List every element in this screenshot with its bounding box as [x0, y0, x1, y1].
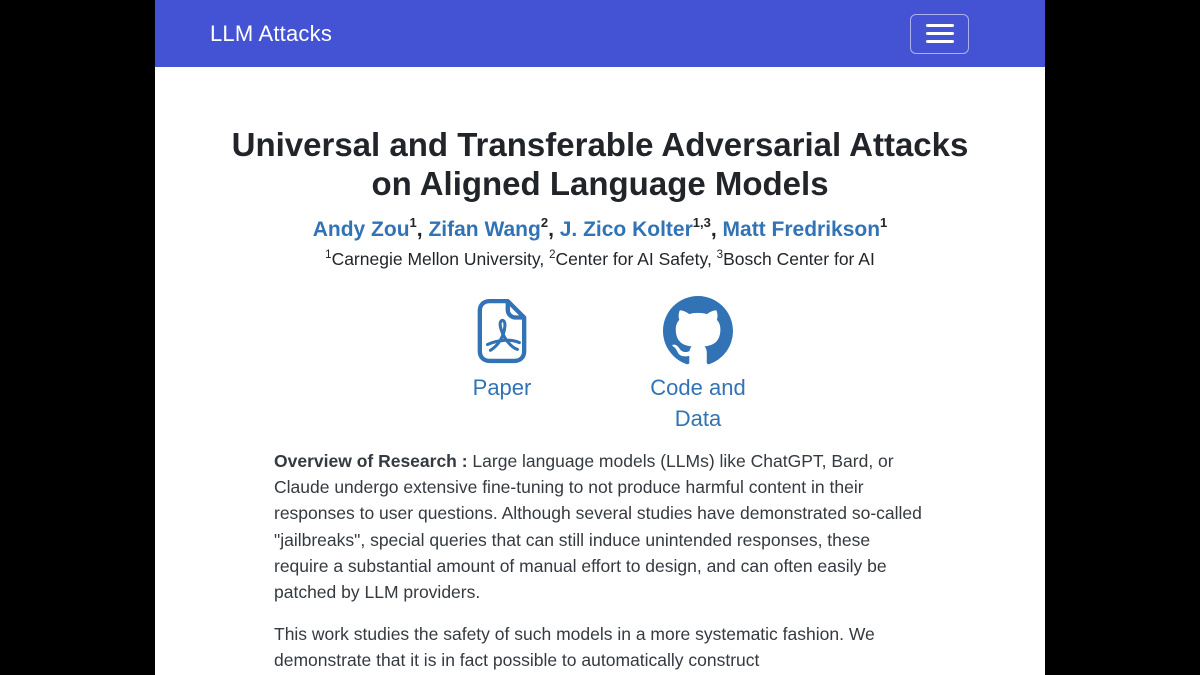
page-title [155, 125, 1045, 203]
brand-link[interactable]: LLM Attacks [210, 20, 333, 46]
author-superscript: 1 [409, 215, 417, 230]
author-separator: , [416, 218, 429, 241]
code-and-data-link[interactable] [623, 295, 773, 434]
affiliation-superscript: 1 [325, 249, 332, 262]
title-line-1: Universal and Transferable Adversarial Attacks [231, 126, 969, 163]
affiliation [325, 249, 549, 269]
author [559, 215, 723, 241]
authors-line [155, 216, 1045, 242]
navbar [155, 0, 1045, 67]
pdf-file-icon [475, 295, 529, 367]
author-superscript: 1,3 [692, 215, 711, 230]
author-superscript: 2 [540, 215, 549, 230]
affiliation-superscript: 3 [716, 249, 724, 262]
author-link[interactable]: Zifan Wang [428, 218, 541, 241]
affiliation-separator: , [706, 249, 717, 269]
affiliation-separator: , [539, 249, 550, 269]
author-separator: , [548, 218, 560, 241]
author-link[interactable]: J. Zico Kolter [559, 218, 693, 241]
author-separator: , [710, 218, 723, 241]
paper-link[interactable] [427, 295, 577, 434]
resource-links [155, 295, 1045, 434]
affiliations-line [155, 249, 1045, 270]
affiliation-superscript: 2 [549, 249, 556, 262]
code-and-data-link-label: Code and Data [650, 375, 746, 431]
overview-paragraph [274, 448, 926, 605]
second-paragraph: This work studies the safety of such models in a more systematic fashion. We demonstrate that it is in fact possible to automatically construct [274, 624, 875, 671]
author-link[interactable]: Andy Zou [312, 218, 410, 241]
affiliation [717, 249, 875, 269]
overview-text: Large language models (LLMs) like ChatGPT, Bard, or Claude undergo extensive fine-tuning to not produce harmful content in their responses to user questions. Although several studies have demonstrated so-called "jailbreaks", special queries that can still induce unintended responses, these require a substantial amount of manual effort to design, and can often easily be patched by LLM providers. [274, 451, 922, 603]
affiliation-name: Bosch Center for AI [723, 249, 875, 269]
affiliation [549, 249, 717, 269]
author [428, 215, 560, 241]
github-icon [663, 295, 733, 367]
paper-link-label: Paper [472, 375, 532, 400]
author-link[interactable]: Matt Fredrikson [722, 218, 881, 241]
page-content [155, 0, 1045, 675]
author [312, 215, 429, 241]
main-content [155, 67, 1045, 674]
title-line-2: on Aligned Language Models [371, 165, 829, 202]
author [722, 215, 888, 241]
author-superscript: 1 [880, 215, 888, 230]
hamburger-icon [926, 24, 954, 43]
overview-label: Overview of Research : [274, 451, 468, 471]
menu-button[interactable] [910, 14, 969, 54]
affiliation-name: Carnegie Mellon University [331, 249, 540, 269]
affiliation-name: Center for AI Safety [555, 249, 707, 269]
